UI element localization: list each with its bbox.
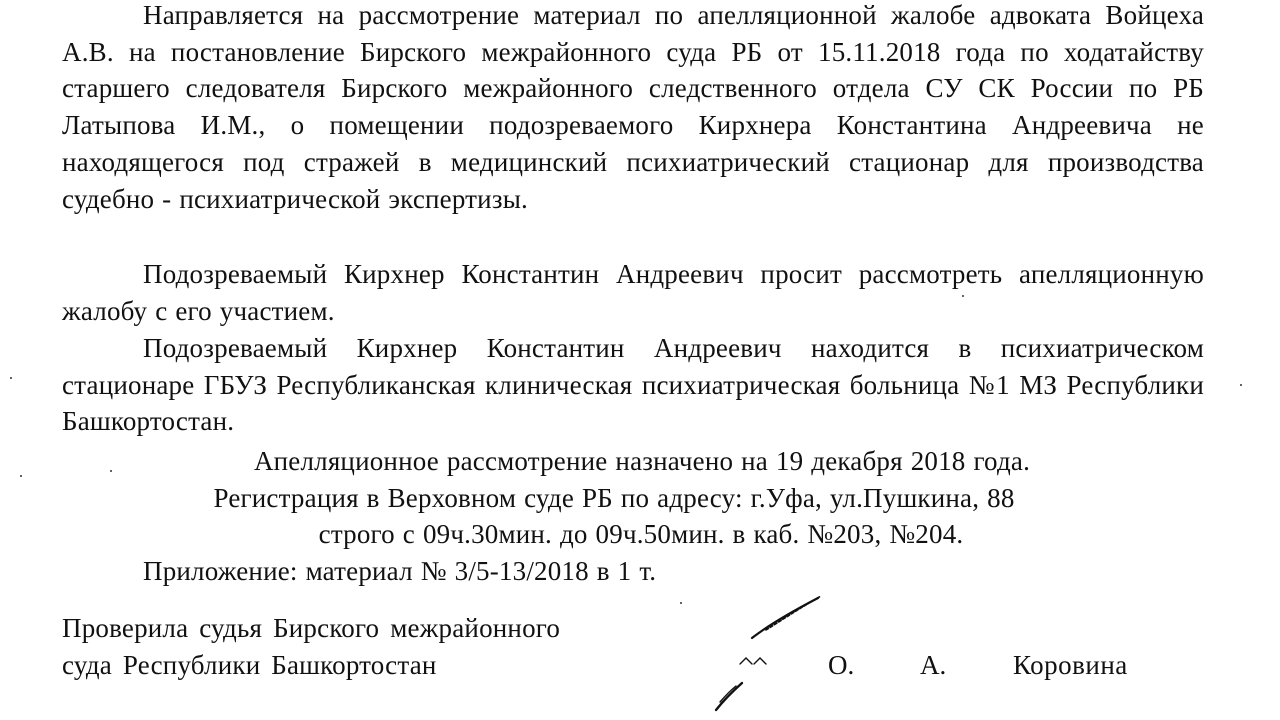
- paragraph-referral: Направляется на рассмотрение материал по апелляционной жалобе адвоката Войцеха А.В. на постановление Бирского межрайонного суда РБ от 15.11.2018 года по ходатайству старшего следователя Бирского межрайонного следственного отдела СУ СК России по РБ Латыпова И.М., о помещении подозреваемого Кирхнера Константина Андреевича не находящегося под стражей в медицинский психиатрический стационар для производства судебно - психиатрической экспертизы.: [62, 0, 1204, 214]
- registration-address-line: Регистрация в Верховном суде РБ по адресу: г.Уфа, ул.Пушкина, 88: [213, 483, 1015, 513]
- scan-speck: [10, 377, 12, 379]
- scan-speck: [20, 475, 22, 477]
- signature-title-line-1: Проверила судья Бирского межрайонного: [62, 613, 561, 643]
- paragraph-location: Подозреваемый Кирхнер Константин Андреевич находится в психиатрическом стационаре ГБУЗ Республиканская клиническая психиатрическая больница №1 МЗ Республики Башкортостан.: [62, 333, 1204, 437]
- signer-surname: Коровина: [1013, 650, 1128, 680]
- registration-time-line: строго с 09ч.30мин. до 09ч.50мин. в каб. №203, №204.: [318, 519, 964, 549]
- scan-speck: [110, 470, 112, 472]
- hearing-date-line: Апелляционное рассмотрение назначено на 19 декабря 2018 года.: [253, 446, 1031, 476]
- signature-title-line-2: суда Республики Башкортостан: [62, 650, 437, 680]
- scan-speck: [680, 602, 682, 604]
- attachment-line: Приложение: материал № 3/5-13/2018 в 1 т.: [143, 556, 657, 586]
- paragraph-request: Подозреваемый Кирхнер Константин Андреевич просит рассмотреть апелляционную жалобу с его участием.: [62, 259, 1204, 326]
- handwritten-signature: [700, 590, 840, 720]
- signer-initial-patronymic: А.: [920, 650, 947, 680]
- scan-speck: [962, 295, 964, 297]
- scan-speck: [1240, 384, 1242, 386]
- signer-initial-first: О.: [828, 650, 855, 680]
